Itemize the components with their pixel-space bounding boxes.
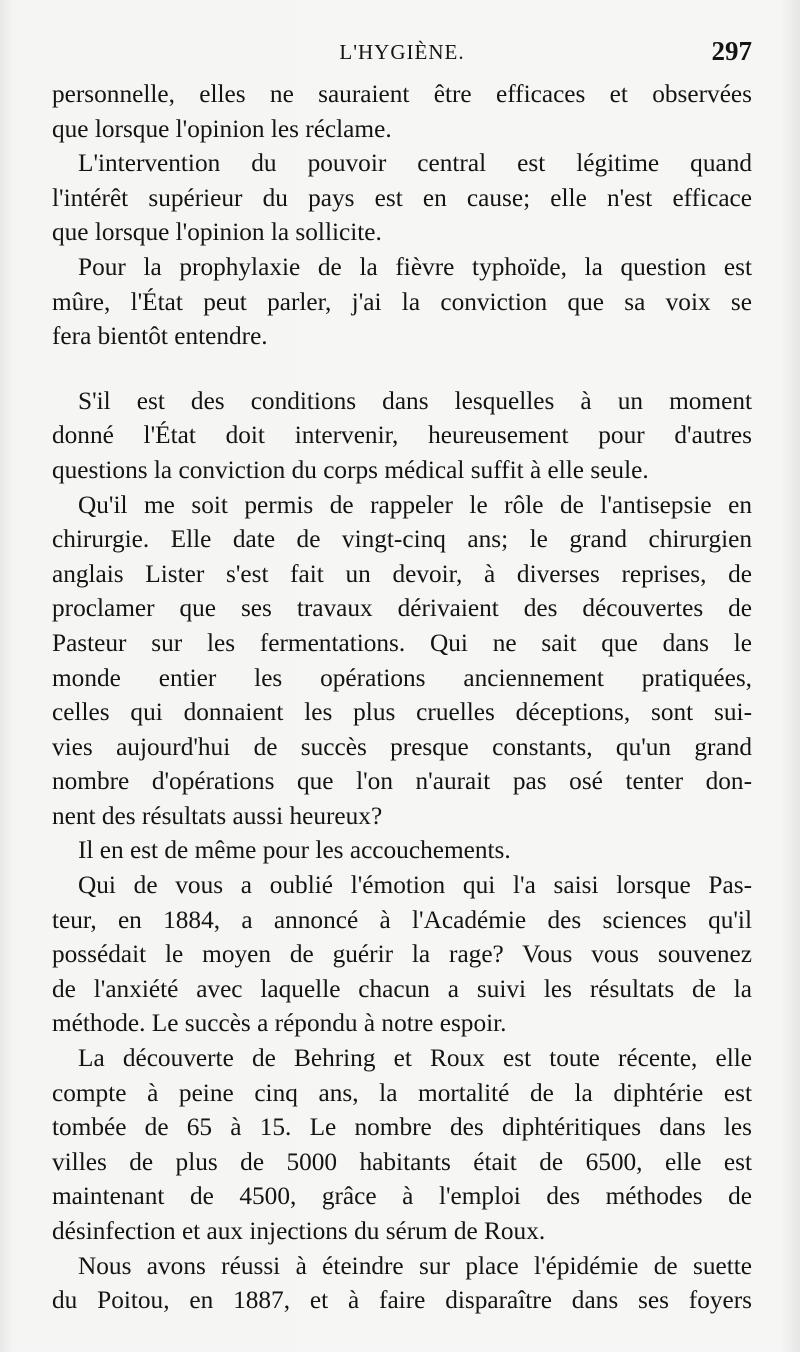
text-line: nent des résultats aussi heureux? (52, 801, 383, 830)
paragraph (52, 488, 752, 834)
paragraph (52, 384, 752, 488)
paragraph-gap (52, 354, 752, 384)
body-text (52, 77, 752, 1318)
text-line: tombée de 65 à 15. Le nombre des diphtéritiques dans les (52, 1113, 752, 1142)
text-line: possédait le moyen de guérir la rage? Vous vous souvenez (52, 940, 752, 969)
paragraph (52, 77, 752, 146)
text-line: L'intervention du pouvoir central est légitime quand (78, 149, 752, 178)
text-line: monde entier les opérations anciennement pratiquées, (52, 663, 752, 692)
page-header (52, 36, 752, 72)
text-line: La découverte de Behring et Roux est toute récente, elle (78, 1044, 752, 1073)
text-line: fera bientôt entendre. (52, 322, 268, 351)
page-number: 297 (711, 36, 752, 66)
text-line: personnelle, elles ne sauraient être efficaces et observées (52, 80, 752, 108)
text-line: compte à peine cinq ans, la mortalité de la diphtérie est (52, 1078, 752, 1107)
text-line: villes de plus de 5000 habitants était de 6500, elle est (52, 1147, 752, 1176)
paragraph (52, 1249, 752, 1318)
text-line: vies aujourd'hui de succès presque constants, qu'un grand (52, 732, 752, 761)
paragraph (52, 146, 752, 250)
text-line: Pour la prophylaxie de la fièvre typhoïde, la question est (78, 252, 752, 281)
text-line: proclamer que ses travaux dérivaient des découvertes de (52, 594, 752, 623)
text-line: Qui de vous a oublié l'émotion qui l'a saisi lorsque Pas- (78, 871, 752, 900)
running-title: L'HYGIÈNE. (339, 40, 465, 64)
text-line: que lorsque l'opinion la sollicite. (52, 218, 382, 247)
text-line: du Poitou, en 1887, et à faire disparaître dans ses foyers (52, 1286, 752, 1315)
text-line: chirurgie. Elle date de vingt-cinq ans; le grand chirurgien (52, 525, 752, 554)
text-line: Nous avons réussi à éteindre sur place l'épidémie de suette (78, 1251, 752, 1280)
text-line: de l'anxiété avec laquelle chacun a suivi les résultats de la (52, 974, 752, 1003)
text-line: que lorsque l'opinion les réclame. (52, 114, 392, 143)
text-line: l'intérêt supérieur du pays est en cause; elle n'est efficace (52, 183, 752, 212)
paragraph (52, 250, 752, 354)
text-line: questions la conviction du corps médical suffit à elle seule. (52, 455, 649, 484)
text-line: maintenant de 4500, grâce à l'emploi des méthodes de (52, 1182, 752, 1211)
text-line: teur, en 1884, a annoncé à l'Académie des sciences qu'il (52, 905, 752, 934)
paragraph (52, 1041, 752, 1249)
text-line: Il en est de même pour les accouchements. (78, 836, 511, 865)
text-line: méthode. Le succès a répondu à notre espoir. (52, 1009, 507, 1038)
text-line: désinfection et aux injections du sérum de Roux. (52, 1217, 546, 1245)
text-line: nombre d'opérations que l'on n'aurait pas osé tenter don- (52, 767, 752, 796)
text-line: donné l'État doit intervenir, heureusement pour d'autres (52, 421, 752, 450)
paragraph (52, 833, 752, 868)
text-line: mûre, l'État peut parler, j'ai la conviction que sa voix se (52, 287, 752, 316)
paragraph (52, 868, 752, 1041)
text-line: anglais Lister s'est fait un devoir, à diverses reprises, de (52, 559, 752, 588)
text-line: S'il est des conditions dans lesquelles à un moment (78, 386, 752, 415)
text-line: Qu'il me soit permis de rappeler le rôle de l'antisepsie en (78, 490, 752, 519)
text-line: celles qui donnaient les plus cruelles déceptions, sont sui- (52, 698, 752, 727)
text-line: Pasteur sur les fermentations. Qui ne sait que dans le (52, 628, 752, 657)
